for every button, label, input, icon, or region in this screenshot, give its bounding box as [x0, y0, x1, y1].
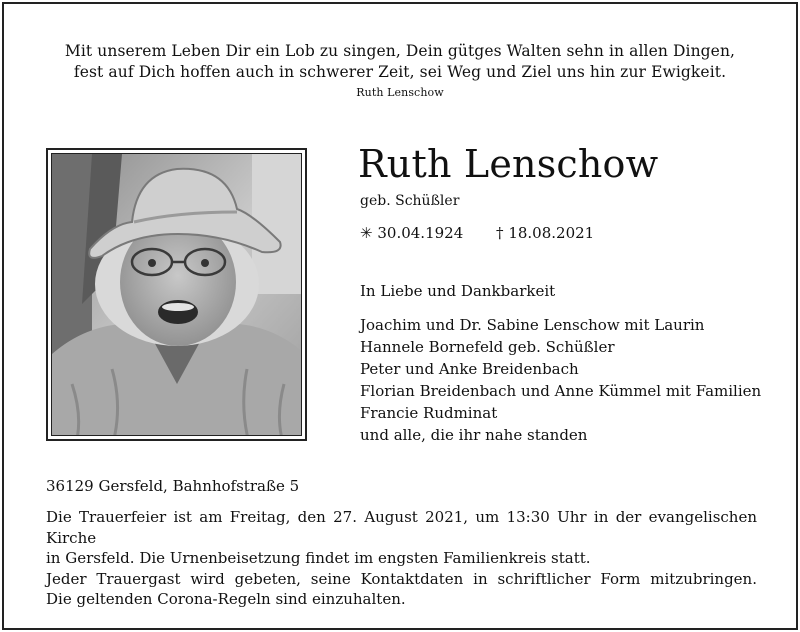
notice-line: in Gersfeld. Die Urnenbeisetzung findet im engsten Familienkreis statt.: [46, 549, 591, 567]
death-date: 18.08.2021: [508, 224, 595, 242]
poem-author: Ruth Lenschow: [356, 86, 444, 99]
mourner-line: und alle, die ihr nahe standen: [360, 426, 588, 444]
life-dates: [360, 223, 594, 243]
poem-line: Mit unserem Leben Dir ein Lob zu singen, Dein gütges Walten sehn in allen Dingen,: [64, 42, 736, 60]
death-icon: †: [496, 224, 504, 242]
address: 36129 Gersfeld, Bahnhofstraße 5: [46, 477, 300, 495]
mourner-line: Florian Breidenbach und Anne Kümmel mit Familien: [360, 382, 762, 400]
mourners-intro: In Liebe und Dankbarkeit: [360, 282, 556, 300]
mourner-line: Francie Rudminat: [360, 404, 498, 422]
deceased-name: Ruth Lenschow: [358, 142, 659, 186]
maiden-name: geb. Schüßler: [360, 193, 460, 209]
notice-line: Die Trauerfeier ist am Freitag, den 27. August 2021, um 13:30 Uhr in der evangelischen Kirche: [46, 508, 757, 547]
mourner-line: Peter und Anke Breidenbach: [360, 360, 579, 378]
birth-icon: ✳: [360, 224, 373, 242]
birth-date: 30.04.1924: [377, 224, 464, 242]
portrait-photo: [51, 153, 302, 436]
poem: [0, 41, 800, 100]
mourner-line: Hannele Bornefeld geb. Schüßler: [360, 338, 615, 356]
notice-line: Jeder Trauergast wird gebeten, seine Kontaktdaten in schriftlicher Form mitzubringen.: [46, 569, 757, 588]
funeral-notice: [46, 507, 757, 610]
notice-line: Die geltenden Corona-Regeln sind einzuhalten.: [46, 590, 406, 608]
mourner-line: Joachim und Dr. Sabine Lenschow mit Laurin: [360, 316, 705, 334]
poem-line: fest auf Dich hoffen auch in schwerer Zeit, sei Weg und Ziel uns hin zur Ewigkeit.: [73, 63, 727, 81]
mourners-list: [360, 314, 761, 446]
portrait-frame: [46, 148, 307, 441]
